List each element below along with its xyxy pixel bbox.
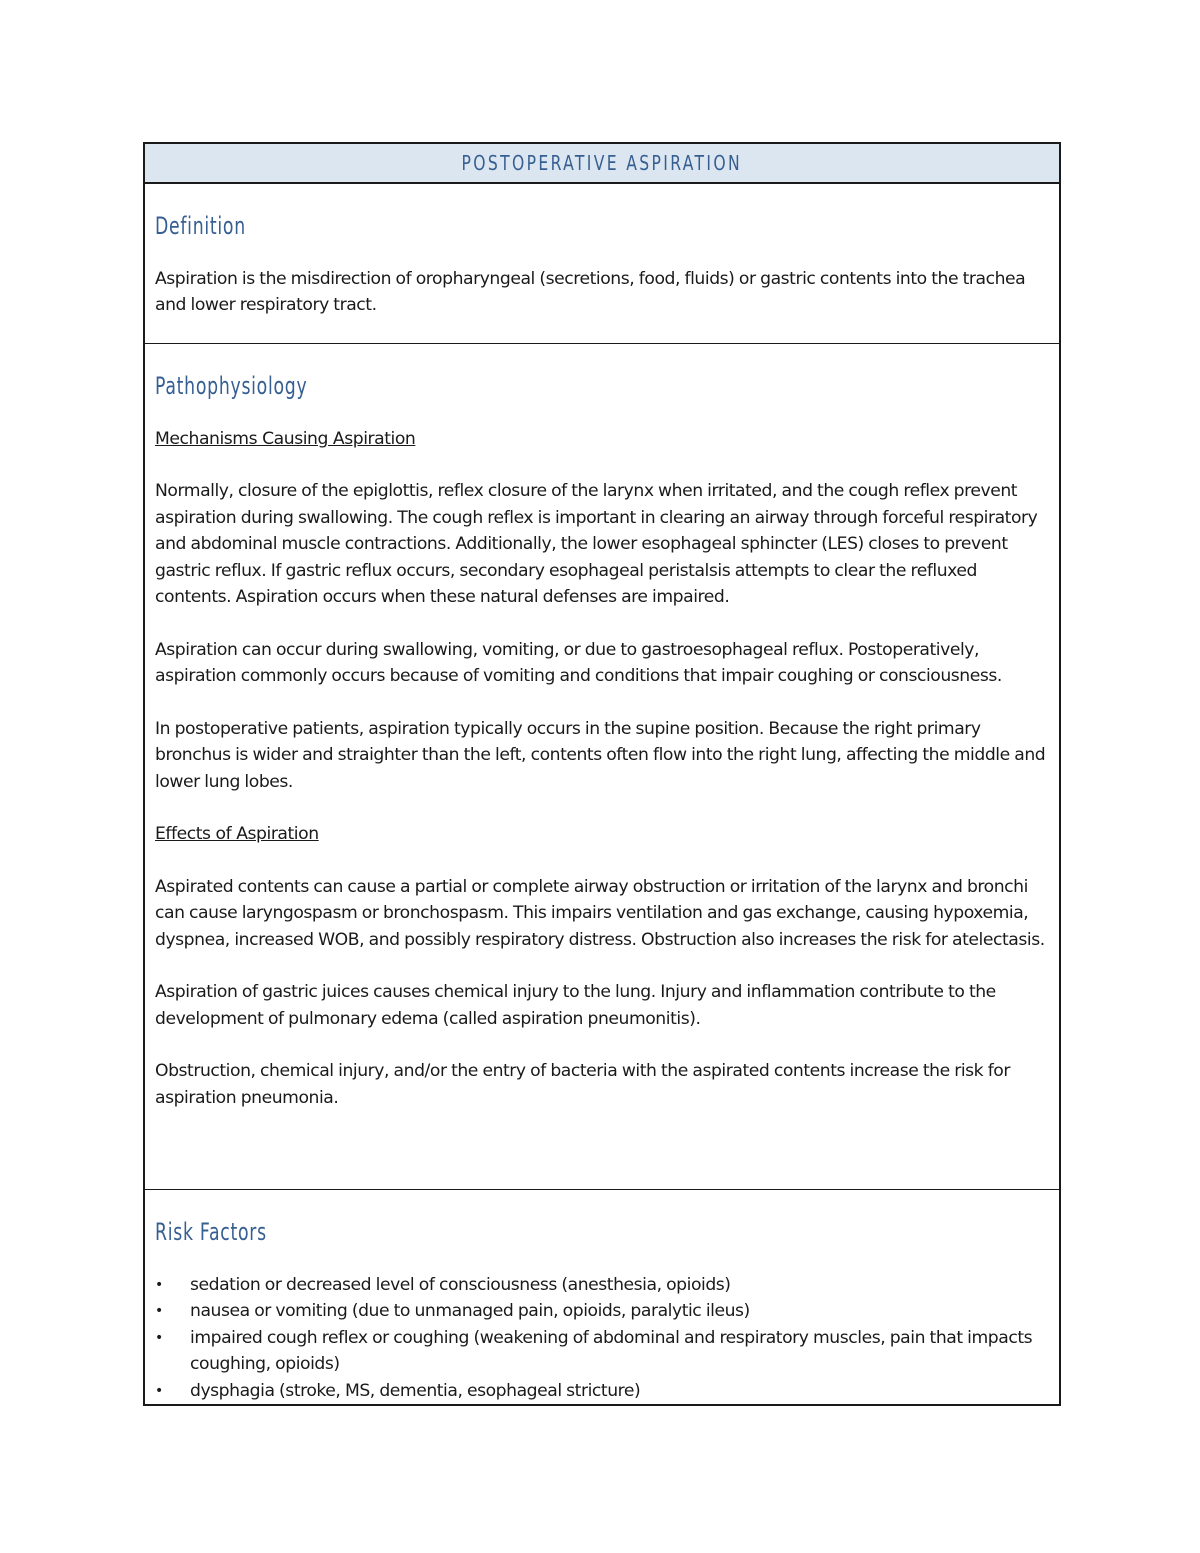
list-item xyxy=(155,1272,1049,1299)
risk-factors-list xyxy=(155,1272,1049,1405)
document-table xyxy=(143,142,1061,1406)
mechanisms-paragraph-3: In postoperative patients, aspiration typically occurs in the supine position. Because the right primary bronchus is wider and straighter than the left, contents often flow into the right lung, affecting the middle and lower lung lobes. xyxy=(155,718,1046,792)
risk-factor-text: impaired cough reflex or coughing (weakening of abdominal and respiratory muscles, pain that impacts coughing, opioids) xyxy=(190,1327,1033,1375)
effects-subheading: Effects of Aspiration xyxy=(155,824,319,845)
risk-factor-text: sedation or decreased level of consciousness (anesthesia, opioids) xyxy=(190,1274,731,1295)
effects-paragraph-2: Aspiration of gastric juices causes chemical injury to the lung. Injury and inflammation contribute to the development of pulmonary edema (called aspiration pneumonitis). xyxy=(155,982,996,1029)
bullet-icon: • xyxy=(155,1303,163,1320)
list-item xyxy=(155,1298,1049,1325)
mechanisms-paragraph-2: Aspiration can occur during swallowing, vomiting, or due to gastroesophageal reflux. Postoperatively, aspiration commonly occurs because of vomiting and conditions that impair coughing or consciousness. xyxy=(155,639,1002,687)
page-title: POSTOPERATIVE ASPIRATION xyxy=(461,150,743,175)
title-bar xyxy=(145,144,1059,184)
risk-factor-text: dysphagia (stroke, MS, dementia, esophageal stricture) xyxy=(190,1380,641,1401)
risk-factors-heading: Risk Factors xyxy=(155,1217,267,1246)
effects-paragraph-3: Obstruction, chemical injury, and/or the entry of bacteria with the aspirated contents increase the risk for aspiration pneumonia. xyxy=(155,1061,1010,1108)
mechanisms-paragraph-1: Normally, closure of the epiglottis, reflex closure of the larynx when irritated, and the cough reflex prevent aspiration during swallowing. The cough reflex is important in clearing an airway through forceful respiratory and abdominal muscle contractions. Additionally, the lower esophageal sphincter (LES) closes to prevent gastric reflux. If gastric reflux occurs, secondary esophageal peristalsis attempts to clear the refluxed contents. Aspiration occurs when these natural defenses are impaired. xyxy=(155,481,1038,608)
effects-paragraph-1: Aspirated contents can cause a partial or complete airway obstruction or irritation of the larynx and bronchi can cause laryngospasm or bronchospasm. This impairs ventilation and gas exchange, causing hypoxemia, dyspnea, increased WOB, and possibly respiratory distress. Obstruction also increases the risk for atelectasis. xyxy=(155,876,1045,950)
bullet-icon: • xyxy=(155,1329,163,1346)
list-item xyxy=(155,1378,1049,1405)
definition-section xyxy=(145,184,1059,344)
list-item xyxy=(155,1325,1049,1378)
mechanisms-subheading: Mechanisms Causing Aspiration xyxy=(155,428,416,449)
bullet-icon: • xyxy=(155,1382,163,1399)
risk-factors-section xyxy=(145,1190,1059,1405)
definition-heading: Definition xyxy=(155,211,246,240)
pathophysiology-section xyxy=(145,344,1059,1190)
bullet-icon: • xyxy=(155,1276,163,1293)
pathophysiology-heading: Pathophysiology xyxy=(155,371,308,400)
definition-text: Aspiration is the misdirection of oropharyngeal (secretions, food, fluids) or gastric contents into the trachea and lower respiratory tract. xyxy=(155,268,1026,316)
risk-factor-text: nausea or vomiting (due to unmanaged pain, opioids, paralytic ileus) xyxy=(190,1301,750,1322)
